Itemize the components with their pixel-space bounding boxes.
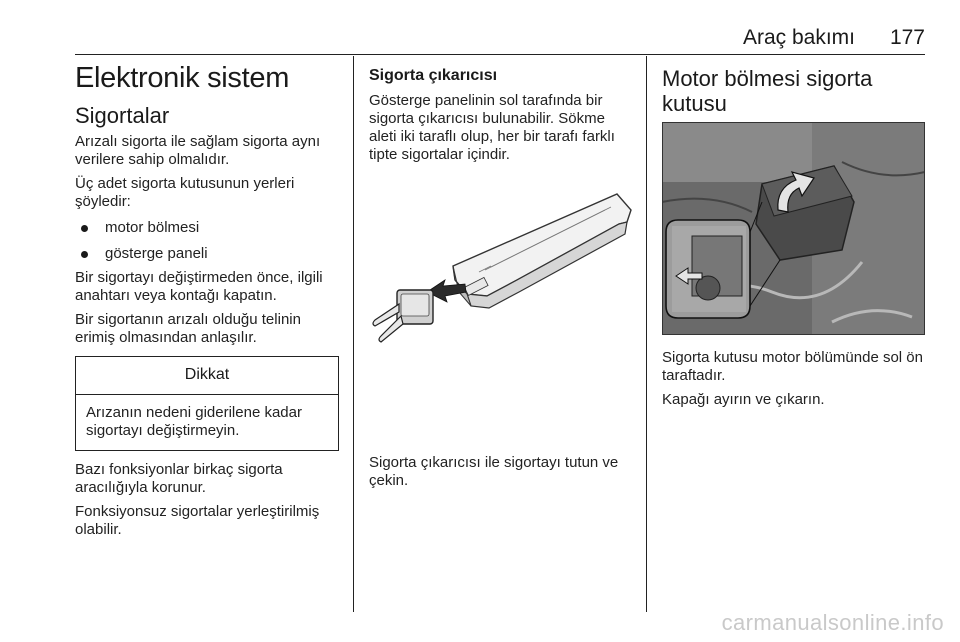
fuse-puller-illustration [369,172,635,402]
paragraph: Bazı fonksiyonlar birkaç sigorta aracılığıyla korunur. [75,461,283,496]
column-divider-1 [353,56,354,612]
paragraph: Arızalı sigorta ile sağlam sigorta aynı verilere sahip olmalıdır. [75,133,321,168]
watermark: carmanualsonline.info [721,610,944,635]
header-rule [75,54,925,55]
illustration-caption: Sigorta çıkarıcısı ile sigortayı tutun ve çekin. [369,454,619,489]
paragraph: Üç adet sigorta kutusunun yerleri şöyledir: [75,175,295,210]
column-1 [75,62,341,539]
page-number: 177 [889,26,925,49]
paragraph: Kapağı ayırın ve çıkarın. [662,391,825,408]
section-title: Araç bakımı [742,26,855,49]
paragraph: Bir sigortanın arızalı olduğu telinin erimiş olmasından anlaşılır. [75,311,301,346]
photo-caption: Sigorta kutusu motor bölümünde sol ön taraftadır. [662,349,923,384]
paragraph: Fonksiyonsuz sigortalar yerleştirilmiş olabilir. [75,503,320,538]
column-divider-2 [646,56,647,612]
fuse-icon [373,290,433,342]
caution-title: Dikkat [76,357,338,395]
section-heading-engine-fusebox: Motor bölmesi sigorta kutusu [662,66,873,116]
section-heading-fuses: Sigortalar [75,103,170,128]
caution-box [75,356,339,451]
paragraph: Gösterge panelinin sol tarafında bir sigorta çıkarıcısı bulunabilir. Sökme aleti iki taraflı olup, her bir tarafı farklı tipte sigortalar içindir. [369,92,615,163]
list-item: motor bölmesi [75,219,341,237]
fuse-puller-tool [453,194,631,308]
column-2 [369,66,635,490]
detail-inset [666,220,750,318]
paragraph: Bir sigortayı değiştirmeden önce, ilgili anahtarı veya kontağı kapatın. [75,269,323,304]
caution-text: Arızanın nedeni giderilene kadar sigortayı değiştirmeyin. [86,404,302,439]
column-3 [662,66,928,409]
engine-compartment-photo [662,122,925,335]
list-item: gösterge paneli [75,245,341,263]
page-header [75,26,925,54]
chapter-title: Elektronik sistem [75,62,290,94]
section-heading-fuse-puller: Sigorta çıkarıcısı [369,67,498,84]
